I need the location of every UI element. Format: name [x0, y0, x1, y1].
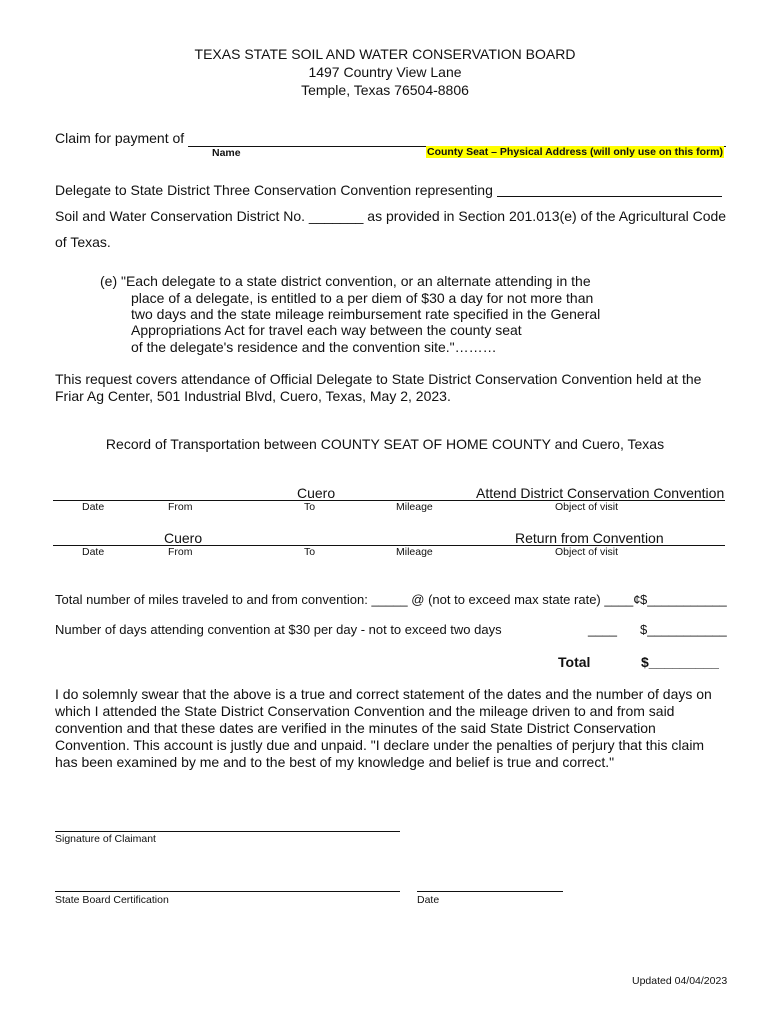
district-name-fill-line[interactable]: [497, 196, 722, 197]
row1-mileage-caption: Mileage: [396, 501, 433, 513]
updated-footer: Updated 04/04/2023: [632, 975, 728, 987]
claim-label: Claim for payment of: [55, 130, 185, 146]
row2-entry-line[interactable]: [53, 545, 725, 546]
quote-line-4: Appropriations Act for travel each way between the county seat: [131, 322, 522, 338]
request-line-1: This request covers attendance of Official Delegate to State District Conservation Convention held at the: [55, 371, 702, 387]
miles-amount[interactable]: $___________: [640, 592, 727, 607]
date-signature-caption: Date: [417, 894, 440, 906]
quote-line-3: two days and the state mileage reimbursement rate specified in the General: [131, 306, 601, 322]
row2-mileage-caption: Mileage: [396, 546, 433, 558]
row1-object-value: Attend District Conservation Convention: [476, 485, 725, 501]
row1-to-value: Cuero: [297, 485, 336, 501]
claimant-signature-caption: Signature of Claimant: [55, 833, 156, 845]
row2-object-caption: Object of visit: [555, 546, 619, 558]
oath-line-1: I do solemnly swear that the above is a true and correct statement of the dates and the number of days on: [55, 686, 712, 702]
row2-object-value: Return from Convention: [515, 530, 664, 546]
claimant-signature-line[interactable]: [55, 831, 400, 832]
name-caption: Name: [212, 147, 241, 159]
header-line-3: Temple, Texas 76504-8806: [301, 82, 469, 98]
total-label: Total: [558, 654, 591, 670]
oath-line-2: which I attended the State District Conservation Convention and the mileage driven to and from said: [55, 703, 675, 719]
days-amount[interactable]: $___________: [640, 622, 727, 637]
oath-line-4: Convention. This account is justly due and unpaid. "I declare under the penalties of perjury that this claim: [55, 737, 705, 753]
row2-from-caption: From: [168, 546, 193, 558]
row1-to-caption: To: [304, 501, 316, 513]
quote-line-5: of the delegate's residence and the convention site."………: [131, 339, 497, 355]
header-line-2: 1497 Country View Lane: [308, 64, 462, 80]
row1-date-caption: Date: [82, 501, 105, 513]
delegate-line-2: Soil and Water Conservation District No. _______ as provided in Section 201.013(e) of the Agricultural Code: [55, 208, 727, 224]
days-blank[interactable]: ____: [588, 622, 617, 637]
days-label: Number of days attending convention at $30 per day - not to exceed two days: [55, 622, 502, 637]
record-title: Record of Transportation between COUNTY SEAT OF HOME COUNTY and Cuero, Texas: [105, 436, 665, 452]
delegate-line-3: of Texas.: [55, 234, 111, 250]
request-line-2: Friar Ag Center, 501 Industrial Blvd, Cuero, Texas, May 2, 2023.: [55, 388, 451, 404]
total-amount[interactable]: $_________: [641, 654, 719, 670]
delegate-line-1: Delegate to State District Three Conservation Convention representing: [55, 182, 493, 198]
quote-line-2: place of a delegate, is entitled to a per diem of $30 a day for not more than: [131, 290, 594, 306]
row1-from-caption: From: [168, 501, 193, 513]
date-signature-line[interactable]: [417, 891, 563, 892]
header-line-1: TEXAS STATE SOIL AND WATER CONSERVATION BOARD: [194, 46, 576, 62]
row2-date-caption: Date: [82, 546, 105, 558]
miles-label: Total number of miles traveled to and from convention: _____ @ (not to exceed max state rate) ____¢: [55, 592, 641, 607]
row1-entry-line[interactable]: [53, 500, 725, 501]
row1-object-caption: Object of visit: [555, 501, 619, 513]
county-seat-caption: County Seat – Physical Address (will only use on this form): [427, 146, 724, 158]
oath-line-5: has been examined by me and to the best of my knowledge and belief is true and correct.": [55, 754, 615, 770]
quote-line-1: (e) "Each delegate to a state district convention, or an alternate attending in the: [100, 273, 591, 289]
row2-to-caption: To: [304, 546, 316, 558]
board-certification-line[interactable]: [55, 891, 400, 892]
oath-line-3: convention and that these dates are verified in the minutes of the said State District Conservation: [55, 720, 656, 736]
board-certification-caption: State Board Certification: [55, 894, 169, 906]
row2-from-value: Cuero: [164, 530, 203, 546]
